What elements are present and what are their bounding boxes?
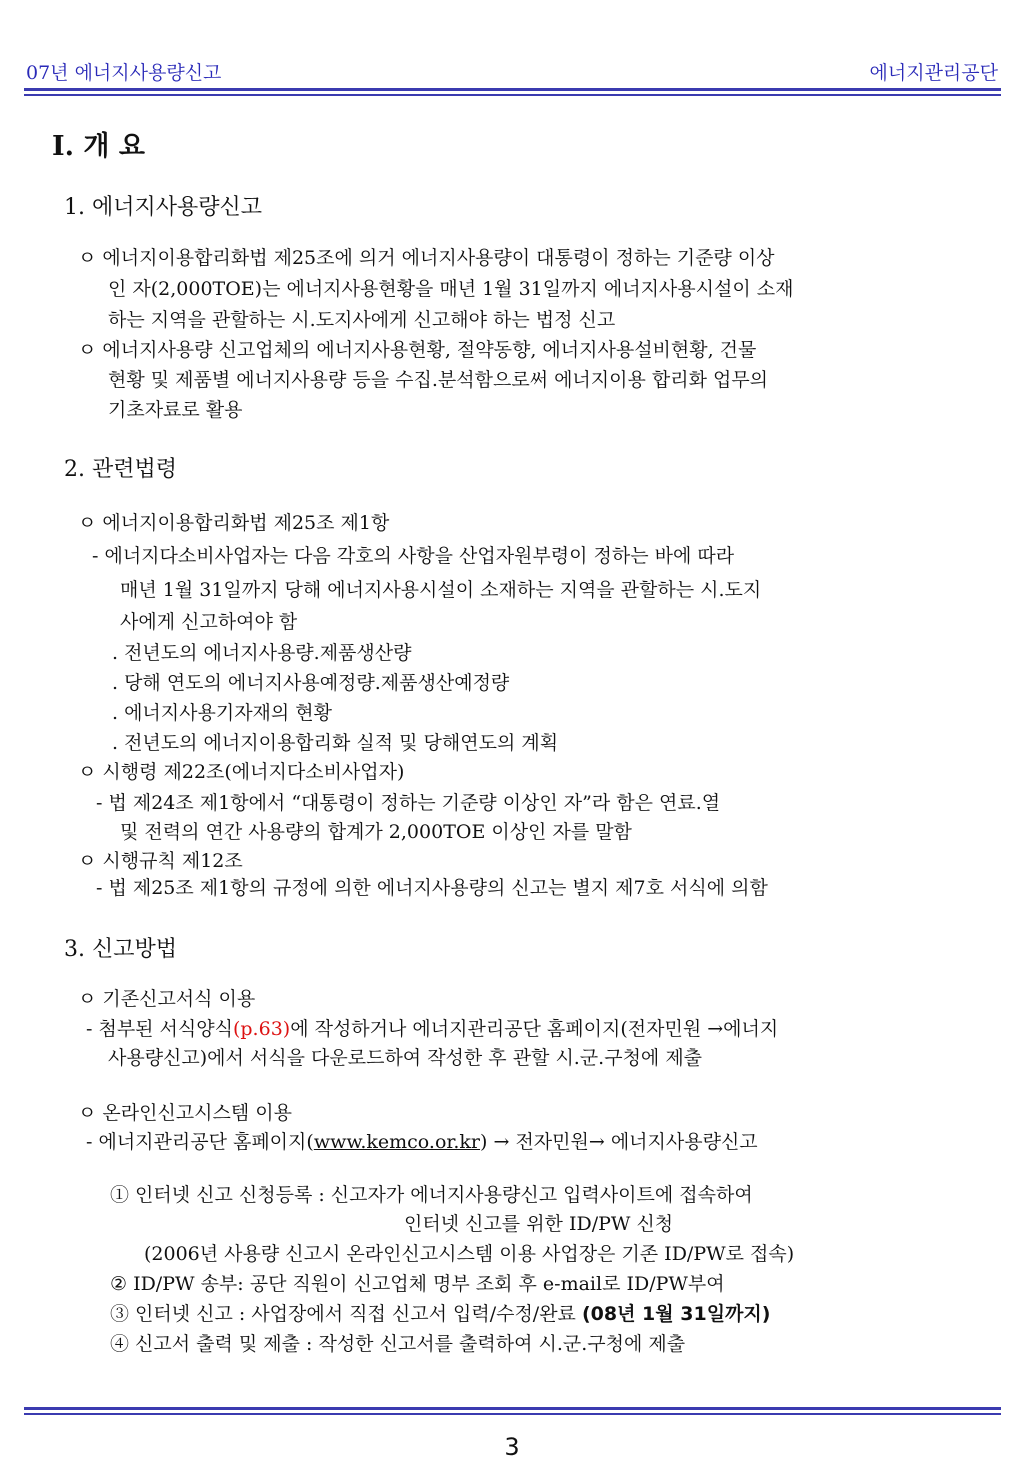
s2-line-6: . 당해 연도의 에너지사용예정량.제품생산예정량	[112, 672, 510, 694]
page-number: 3	[504, 1433, 520, 1461]
step-3	[110, 1299, 770, 1329]
footer-rule-top	[24, 1407, 1001, 1410]
s1-line-6: 기초자료로 활용	[108, 399, 243, 421]
s3-line-3: 사용량신고)에서 서식을 다운로드하여 작성한 후 관할 시.군.구청에 제출	[108, 1047, 703, 1069]
s2-line-3: 매년 1월 31일까지 당해 에너지사용시설이 소재하는 지역을 관할하는 시.도지	[120, 579, 762, 601]
step-1-line-1: ① 인터넷 신고 신청등록 : 신고자가 에너지사용량신고 입력사이트에 접속하여	[110, 1184, 753, 1206]
header-rule-top	[24, 88, 1001, 91]
step-4: ④ 신고서 출력 및 제출 : 작성한 신고서를 출력하여 시.군.구청에 제출	[110, 1333, 686, 1355]
s3-line-5-part-3: ) → 전자민원→ 에너지사용량신고	[480, 1131, 758, 1153]
s1-line-1: ㅇ 에너지이용합리화법 제25조에 의거 에너지사용량이 대통령이 정하는 기준량 이상	[78, 247, 775, 269]
s2-line-10: - 법 제24조 제1항에서 “대통령이 정하는 기준량 이상인 자”라 함은 연료.열	[96, 792, 721, 814]
s2-line-2: - 에너지다소비사업자는 다음 각호의 사항을 산업자원부령이 정하는 바에 따라	[92, 545, 735, 567]
homepage-link[interactable]: www.kemco.or.kr	[313, 1131, 481, 1153]
s3-line-2-part-3: 에 작성하거나 에너지관리공단 홈페이지(전자민원 →에너지	[290, 1018, 779, 1040]
step-1-note: (2006년 사용량 신고시 온라인신고시스템 이용 사업장은 기존 ID/PW로 접속)	[144, 1243, 795, 1265]
page-reference: (p.63)	[232, 1018, 291, 1040]
s2-line-12: ㅇ 시행규칙 제12조	[78, 850, 243, 872]
s1-line-5: 현황 및 제품별 에너지사용량 등을 수집.분석함으로써 에너지이용 합리화 업무의	[108, 369, 769, 391]
s3-line-5-part-1: - 에너지관리공단 홈페이지(	[86, 1131, 314, 1153]
s3-line-4: ㅇ 온라인신고시스템 이용	[78, 1102, 292, 1124]
header-rule-bottom	[24, 94, 1001, 96]
header-left: 07년 에너지사용량신고	[26, 62, 222, 84]
heading-3: 3. 신고방법	[64, 937, 177, 962]
s3-line-5	[86, 1127, 758, 1157]
s3-line-2	[86, 1014, 778, 1044]
header-right: 에너지관리공단	[869, 62, 998, 84]
s2-line-1: ㅇ 에너지이용합리화법 제25조 제1항	[78, 512, 390, 534]
s2-line-4: 사에게 신고하여야 함	[120, 611, 298, 633]
footer-rule-bottom	[24, 1413, 1001, 1415]
s2-line-13: - 법 제25조 제1항의 규정에 의한 에너지사용량의 신고는 별지 제7호 서식에 의함	[96, 877, 768, 899]
s1-line-3: 하는 지역을 관할하는 시.도지사에게 신고해야 하는 법정 신고	[108, 309, 616, 331]
s2-line-5: . 전년도의 에너지사용량.제품생산량	[112, 642, 412, 664]
heading-1: 1. 에너지사용량신고	[64, 195, 262, 220]
section-title: I. 개 요	[52, 131, 145, 162]
s2-line-11: 및 전력의 연간 사용량의 합계가 2,000TOE 이상인 자를 말함	[120, 821, 632, 843]
step-3-text: ③ 인터넷 신고 : 사업장에서 직접 신고서 입력/수정/완료	[110, 1303, 582, 1325]
step-2: ② ID/PW 송부: 공단 직원이 신고업체 명부 조회 후 e-mail로 ID/PW부여	[110, 1273, 725, 1295]
s3-line-2-part-1: - 첨부된 서식양식	[86, 1018, 233, 1040]
s1-line-2: 인 자(2,000TOE)는 에너지사용현황을 매년 1월 31일까지 에너지사용시설이 소재	[108, 278, 794, 300]
s2-line-8: . 전년도의 에너지이용합리화 실적 및 당해연도의 계획	[112, 732, 559, 754]
s3-line-1: ㅇ 기존신고서식 이용	[78, 988, 256, 1010]
step-1-line-2: 인터넷 신고를 위한 ID/PW 신청	[404, 1213, 674, 1235]
step-3-deadline: (08년 1월 31일까지)	[581, 1303, 771, 1325]
heading-2: 2. 관련법령	[64, 457, 177, 482]
s2-line-9: ㅇ 시행령 제22조(에너지다소비사업자)	[78, 761, 405, 783]
s1-line-4: ㅇ 에너지사용량 신고업체의 에너지사용현황, 절약동향, 에너지사용설비현황, 건물	[78, 339, 757, 361]
s2-line-7: . 에너지사용기자재의 현황	[112, 702, 333, 724]
